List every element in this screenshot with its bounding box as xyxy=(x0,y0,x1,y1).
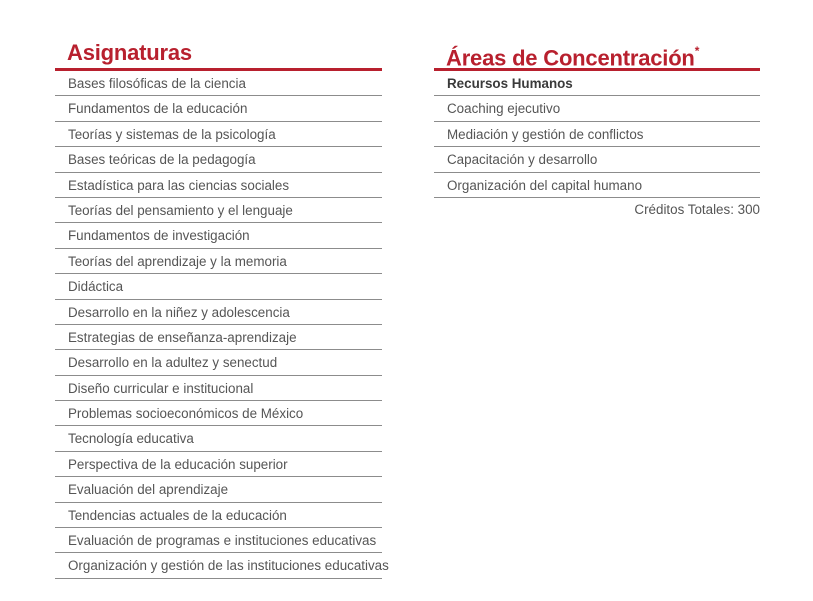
list-item: Fundamentos de la educación xyxy=(55,96,382,121)
concentration-heading xyxy=(434,38,760,71)
list-item: Desarrollo en la niñez y adolescencia xyxy=(55,300,382,325)
asterisk-mark: * xyxy=(694,44,700,58)
list-item: Tecnología educativa xyxy=(55,426,382,451)
list-item: Capacitación y desarrollo xyxy=(434,147,760,172)
list-item: Teorías del pensamiento y el lenguaje xyxy=(55,198,382,223)
concentration-list xyxy=(434,71,760,198)
concentration-title: Áreas de Concentración xyxy=(446,45,695,71)
list-item: Fundamentos de investigación xyxy=(55,223,382,248)
list-item: Tendencias actuales de la educación xyxy=(55,503,382,528)
list-item: Organización y gestión de las instituciones educativas xyxy=(55,553,382,578)
list-item: Desarrollo en la adultez y senectud xyxy=(55,350,382,375)
list-item: Didáctica xyxy=(55,274,382,299)
list-item: Estrategias de enseñanza-aprendizaje xyxy=(55,325,382,350)
list-item: Estadística para las ciencias sociales xyxy=(55,173,382,198)
subjects-list xyxy=(55,71,389,579)
list-item: Teorías y sistemas de la psicología xyxy=(55,122,382,147)
total-credits xyxy=(434,200,760,220)
list-item: Problemas socioeconómicos de México xyxy=(55,401,382,426)
list-item: Coaching ejecutivo xyxy=(434,96,760,121)
concentration-column xyxy=(434,38,760,220)
list-item: Organización del capital humano xyxy=(434,173,760,198)
credits-label: Créditos Totales: xyxy=(634,201,734,217)
area-name: Recursos Humanos xyxy=(434,71,760,96)
list-item: Evaluación de programas e instituciones educativas xyxy=(55,528,382,553)
list-item: Evaluación del aprendizaje xyxy=(55,477,382,502)
credits-value: 300 xyxy=(737,201,760,217)
list-item: Mediación y gestión de conflictos xyxy=(434,122,760,147)
subjects-column xyxy=(55,38,389,579)
list-item: Teorías del aprendizaje y la memoria xyxy=(55,249,382,274)
list-item: Bases filosóficas de la ciencia xyxy=(55,71,382,96)
list-item: Diseño curricular e institucional xyxy=(55,376,382,401)
list-item: Perspectiva de la educación superior xyxy=(55,452,382,477)
subjects-heading: Asignaturas xyxy=(55,38,382,71)
list-item: Bases teóricas de la pedagogía xyxy=(55,147,382,172)
